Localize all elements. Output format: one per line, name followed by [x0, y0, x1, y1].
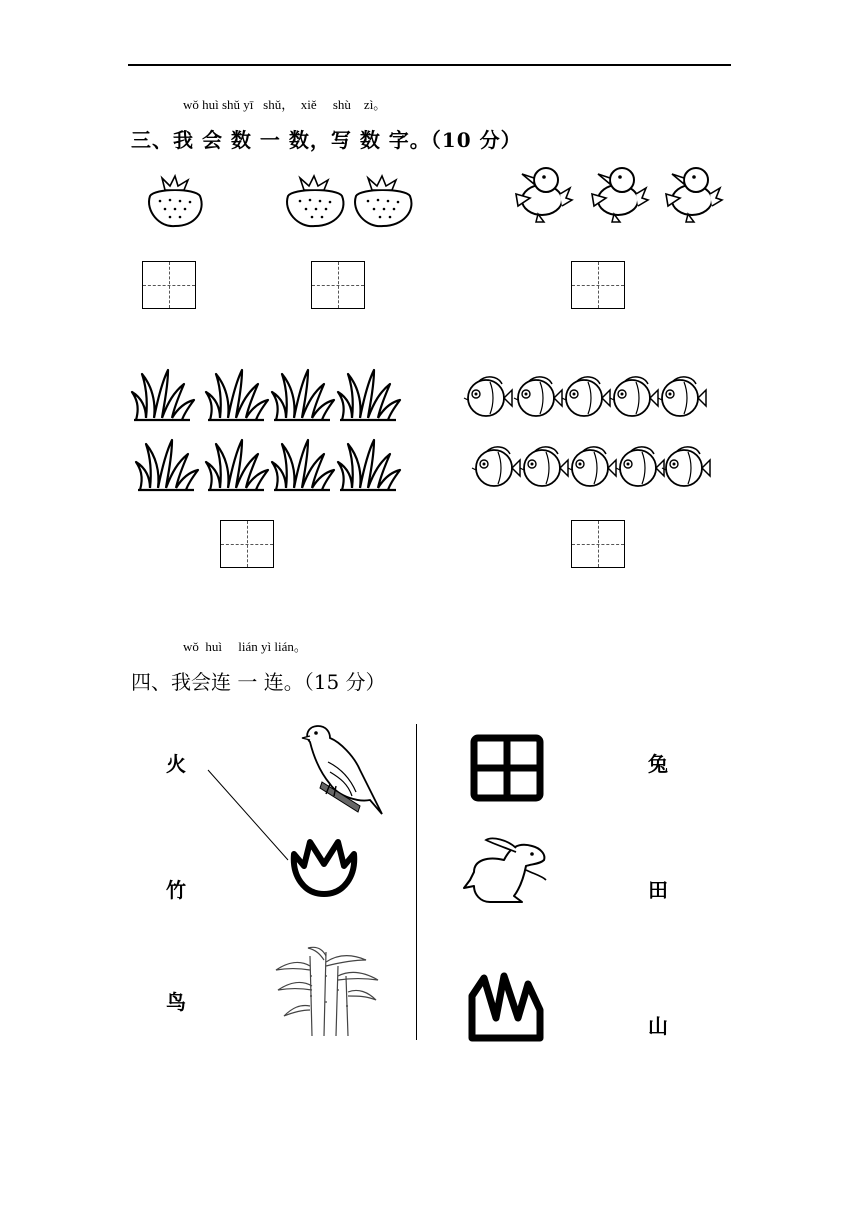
bamboo-icon[interactable]	[272, 946, 382, 1038]
char-mountain[interactable]: 山	[648, 1014, 668, 1038]
field-pictograph-icon[interactable]	[470, 734, 546, 802]
section4-pinyin: wǒ huì lián yì lián。	[183, 639, 307, 654]
char-bamboo[interactable]: 竹	[166, 878, 186, 902]
char-bird[interactable]: 鸟	[166, 990, 186, 1014]
fire-pictograph-icon[interactable]	[290, 836, 360, 900]
section3-pinyin: wǒ huì shǔ yī shǔ， xiě shù zì。	[183, 97, 387, 112]
match-line-fire	[208, 770, 288, 860]
char-fire[interactable]: 火	[166, 752, 186, 776]
rabbit-icon[interactable]	[460, 836, 550, 908]
mountain-pictograph-icon[interactable]	[466, 970, 546, 1042]
bird-icon[interactable]	[300, 722, 386, 818]
section3-title: 三、我 会 数 一 数，写 数 字。（10 分）	[131, 128, 522, 152]
column-divider	[416, 724, 417, 1040]
char-field[interactable]: 田	[648, 878, 668, 902]
char-rabbit[interactable]: 兔	[648, 752, 668, 776]
section4-title: 四、我会连 一 连。（15 分）	[131, 670, 386, 694]
